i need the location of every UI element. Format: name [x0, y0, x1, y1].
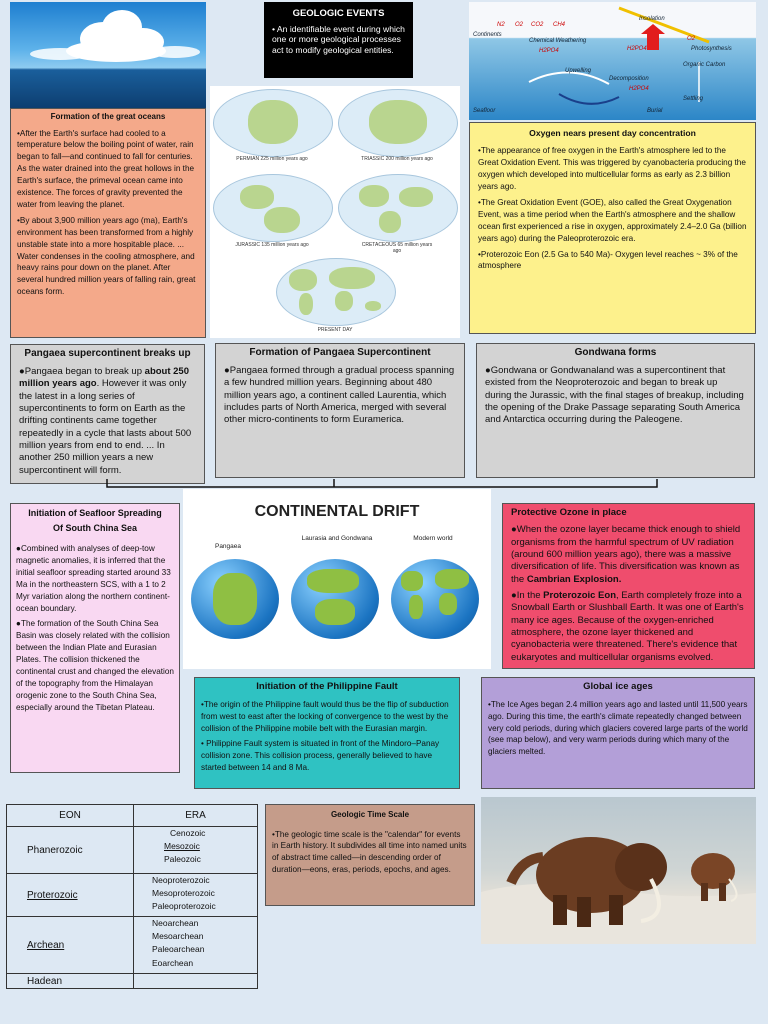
oxygen-paragraph-2: •The Great Oxidation Event (GOE), also called the Great Oxygenation Event, was a time period when the Earth's atmosphere and the shallow ocean first experienced a rise in oxygen, approximately 2.4–2.0 Ga (billion years ago) during the Paleoproterozoic era.: [478, 198, 747, 243]
protective-ozone-box: [502, 503, 755, 669]
philippine-fault-title: Initiation of the Philippine Fault: [256, 681, 398, 692]
era-neoproterozoic: Neoproterozoic: [152, 875, 210, 885]
philippine-fault-paragraph-2: • Philippine Fault system is situated in front of the Mindoro–Panay collision zone. This collision process, generally believed to have started between 14 and 8 Ma.: [201, 739, 440, 773]
cretaceous-map: [338, 174, 458, 242]
cycle-label: Decomposition: [609, 76, 649, 82]
table-row: [7, 827, 258, 874]
mammoth-illustration: [481, 797, 756, 944]
pangaea-formation-text: ●Pangaea formed through a gradual process spanning a few hundred million years. Beginning about 480 million years ago, a continent called Laurentia, which includes parts of North America, merged with several other micro-continents to form Euramerica.: [224, 365, 455, 426]
gondwana-text: ●Gondwana or Gondwanaland was a supercontinent that existed from the Neoproterozoic and began to break up during the Jurassic, with the final stages of breakup, including the opening of the Drake Passage separating South America and Antarctica occurring during the Paleogene.: [485, 365, 744, 426]
era-mesoarchean: Mesoarchean: [152, 931, 204, 942]
triassic-map: [338, 89, 458, 157]
cycle-label: Seafloor: [473, 108, 496, 114]
time-scale-text: •The geologic time scale is the "calendar" for events in Earth history. It subdivides all time into named units of abstract time called—in descending order of duration—eons, eras, periods, epochs, and ages.: [272, 829, 467, 875]
cycle-label: N2: [497, 22, 505, 28]
map-label: PERMIAN 225 million years ago: [236, 156, 308, 162]
scs-title-line-2: Of South China Sea: [52, 523, 137, 534]
table-header-row: [7, 805, 258, 827]
cycle-label: Insolation: [639, 16, 665, 22]
oxygen-title: Oxygen nears present day concentration: [529, 128, 696, 138]
ozone-paragraph-1: [511, 524, 746, 586]
drift-label: Modern world: [413, 535, 453, 542]
laurasia-gondwana-globe: [291, 559, 379, 639]
eon-era-table: [6, 804, 258, 989]
cycle-label: Burial: [647, 108, 663, 114]
cycle-arrows: [469, 2, 756, 120]
map-label: CRETACEOUS 65 million years ago: [361, 242, 433, 254]
era-mesoproterozoic: Mesoproterozoic: [152, 888, 215, 899]
permian-map: [213, 89, 333, 157]
highlight-text: about 250 million years ago: [19, 366, 190, 390]
text-run: , Earth completely froze into a Snowball Earth or Slushball Earth. It was one of Earth's many ice ages. Because of the oxygen-enriched atmosphere, the ozone layer thickened and cyanobacteria were threatened. There's evidence that eukaryotes and multicellular organisms evolved.: [511, 590, 744, 663]
pangaea-breaks-up-title: Pangaea supercontinent breaks up: [24, 348, 191, 359]
continental-drift-title: CONTINENTAL DRIFT: [254, 503, 420, 520]
eon-proterozoic: Proterozoic: [7, 874, 134, 917]
continental-drift-image: [183, 489, 491, 669]
ice-ages-text: •The Ice Ages began 2.4 million years ago and lasted until 11,500 years ago. During this time, the earth's climate repeatedly changed between very cold periods, during which glaciers covered large parts of the world (see map below), and very warm periods during which many of the glaciers melted.: [488, 699, 748, 757]
pangaea-globe: [191, 559, 279, 639]
era-empty: [134, 974, 258, 989]
table-row: [7, 974, 258, 989]
modern-world-globe: [391, 559, 479, 639]
pangaea-formation-box: [215, 343, 465, 478]
cycle-label: H2PO4: [539, 48, 559, 54]
jurassic-map: [213, 174, 333, 242]
timeline-bracket: [106, 479, 658, 489]
cycle-label: H2PO4: [629, 86, 649, 92]
time-scale-title: Geologic Time Scale: [330, 810, 410, 819]
oxygen-paragraph-3: •Proterozoic Eon (2.5 Ga to 540 Ma)- Oxygen level reaches ~ 3% of the atmosphere: [478, 249, 738, 271]
text-run: ●Pangaea began to break up: [19, 366, 145, 377]
drift-label: Laurasia and Gondwana: [301, 535, 373, 542]
ocean-sky-photo: [10, 2, 206, 108]
cycle-label: O2: [515, 22, 524, 28]
era-paleoproterozoic: Paleoproterozoic: [152, 901, 216, 912]
eon-phanerozoic: Phanerozoic: [7, 827, 134, 874]
text-run: ●In the: [511, 590, 544, 602]
era-list-proterozoic: [134, 874, 258, 917]
eon-header: EON: [7, 805, 134, 827]
era-mesozoic: Mesozoic: [164, 841, 200, 852]
eon-hadean: Hadean: [7, 974, 134, 989]
pangaea-breaks-up-text: [19, 366, 196, 477]
era-paleozoic: Paleozoic: [164, 854, 201, 865]
cycle-label: Continents: [473, 32, 502, 38]
cycle-label: Settling: [683, 96, 704, 102]
map-label: JURASSIC 135 million years ago: [235, 242, 309, 248]
great-oceans-title: Formation of the great oceans: [50, 112, 166, 121]
era-cenozoic: Cenozoic: [170, 828, 206, 838]
cycle-label: Photosynthesis: [691, 46, 732, 52]
present-day-map: [276, 258, 396, 326]
era-list-phanerozoic: [134, 827, 258, 874]
text-run: ●When the ozone layer became thick enough to shield organisms from the harmful spectrum of UV radiation (around 600 million years ago), there was a massive diversification of life. This diversification was known as the: [511, 524, 741, 585]
cycle-label: CH4: [553, 22, 566, 28]
era-eoarchean: Eoarchean: [152, 957, 194, 968]
era-paleoarchean: Paleoarchean: [152, 944, 205, 955]
cycle-label: Upwelling: [565, 68, 592, 74]
great-oceans-paragraph-1: •After the Earth's surface had cooled to a temperature below the boiling point of water, rain began to fall—and continued to fall for centuries. As the water drained into the great hollows in the Earth's surface, the primeval ocean came into existence. The forces of gravity prevented the water from leaving the planet.: [17, 128, 195, 209]
pangaea-formation-title: Formation of Pangaea Supercontinent: [249, 347, 431, 358]
cycle-label: Chemical Weathering: [529, 38, 587, 44]
cycle-label: O2: [687, 36, 696, 42]
philippine-fault-paragraph-1: •The origin of the Philippine fault would thus be the flip of subduction from west to east after the locking of convergence to the west by the collision of the Philippine mobile belt with the Eurasian margin.: [201, 699, 449, 733]
south-china-sea-box: [10, 503, 180, 773]
geologic-events-text: • An identifiable event during which one or more geological processes act to modify geological entities.: [272, 24, 405, 55]
ice-ages-title: Global ice ages: [583, 681, 653, 692]
map-label: PRESENT DAY: [317, 327, 353, 333]
philippine-fault-box: [194, 677, 460, 789]
era-neoarchean: Neoarchean: [152, 918, 199, 928]
era-list-archean: [134, 917, 258, 974]
gondwana-title: Gondwana forms: [574, 347, 657, 358]
oxygen-paragraph-1: •The appearance of free oxygen in the Earth's atmosphere led to the Great Oxidation Event. This was triggered by cyanobacteria producing the oxygen which developed into multicellular forms as early as 2.3 billion years ago.: [478, 146, 746, 192]
table-row: [7, 917, 258, 974]
text-run: . However it was only the latest in a long series of supercontinents to form on Earth as the drifting continents came together repeatedly in a cycle that lasts about 500 million years from end to end. ... In another 250 million years a new supercontinent will form.: [19, 378, 192, 476]
ozone-paragraph-2: [511, 590, 746, 664]
great-oceans-box: [10, 108, 206, 338]
table-row: [7, 874, 258, 917]
pangaea-maps-image: [210, 86, 460, 338]
oxygen-box: [469, 122, 756, 334]
pangaea-breaks-up-box: [10, 344, 205, 484]
great-oceans-paragraph-2: •By about 3,900 million years ago (ma), Earth's environment has been transformed from a highly unstable state into a more hospitable place. ... Water condenses in the cooling atmosphere, and heavy rains pour down on the planet. After several hundred million years of falling rain, great oceans form.: [17, 215, 196, 297]
scs-paragraph-2: ●The formation of the South China Sea Basin was closely related with the collision between the Indian Plate and Eurasian Plates. The collision thickened the continental crust and changed the elevation of the topography from the Himalayan orogenic zone to the South China Sea, especially around the Tibetan Plateau.: [16, 619, 174, 712]
mammoth-drawing: [481, 797, 756, 944]
scs-paragraph-1: ●Combined with analyses of deep-tow magnetic anomalies, it is inferred that the initial seafloor spreading started around 33 Ma in the northeastern SCS, with a 1 to 2 Myr variation along the northern continent-ocean boundary.: [16, 544, 171, 613]
cycle-label: H2PO4: [627, 46, 647, 52]
era-header: ERA: [134, 805, 258, 827]
eon-archean: Archean: [7, 917, 134, 974]
cycle-label: Organic Carbon: [683, 62, 726, 68]
geologic-events-box: [264, 2, 413, 78]
ozone-title: Protective Ozone in place: [511, 507, 627, 518]
geologic-events-title: GEOLOGIC EVENTS: [292, 8, 385, 19]
cycle-label: CO2: [531, 22, 544, 28]
global-ice-ages-box: [481, 677, 755, 789]
ocean-cycle-diagram: [469, 2, 756, 120]
scs-title-line-1: Initiation of Seafloor Spreading: [28, 508, 162, 518]
highlight-text: Proterozoic Eon: [543, 590, 616, 602]
drift-label: Pangaea: [214, 543, 242, 550]
map-label: TRIASSIC 200 million years ago: [361, 156, 433, 162]
highlight-text: Cambrian Explosion.: [526, 573, 622, 585]
geologic-time-scale-box: [265, 804, 475, 906]
gondwana-box: [476, 343, 755, 478]
